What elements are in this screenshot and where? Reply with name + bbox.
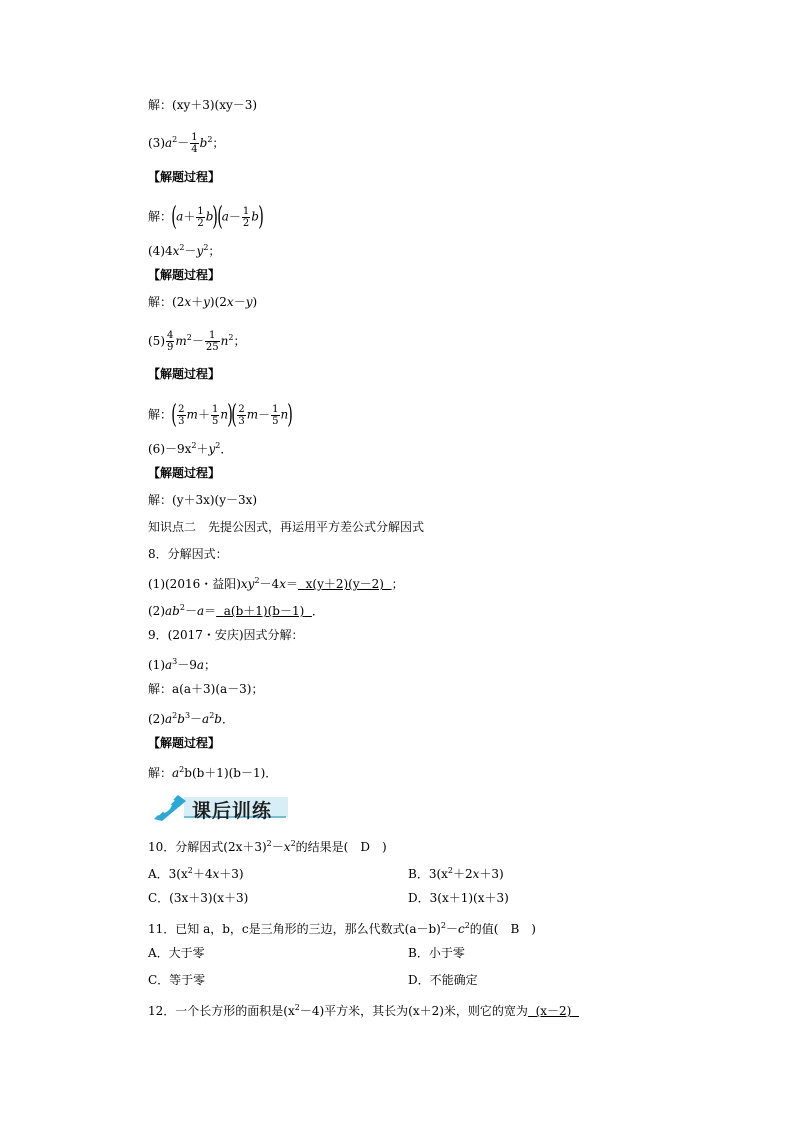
solution-9-1: 解：a(a＋3)(a－3)； — [148, 682, 264, 696]
question-9-title: 9．(2017・安庆)因式分解： — [148, 628, 304, 642]
solution-9-2: 解：$a^2b(b+1)(b-1)$． — [148, 765, 278, 780]
process-label-4: 【解题过程】 — [148, 268, 221, 282]
solution-5: 解：( $\frac{2}{3}$ m＋ $\frac{1}{5}$ n)( $\frac{2}{3}$ m－ $\frac{1}{5}$ n) — [148, 400, 294, 430]
question-10: 10．分解因式$(2x+3)^2-x^2$的结果是( D ) — [148, 839, 387, 854]
question-12: 12．一个长方形的面积是$(x^2-4)$平方米，其长为(x＋2)米，则它的宽为 (x－2) — [148, 1003, 572, 1018]
option-11-a: A．大于零 — [148, 946, 205, 960]
question-3: $(3)a^2-$ $\frac{1}{4}$ $b^2$； — [148, 132, 225, 155]
option-10-c: C．(3x＋3)(x＋3) — [148, 891, 249, 905]
option-10-a: A．$3(x^2+4x+3)$ — [148, 866, 244, 881]
question-9-2: $(2)a^2b^3-a^2b$． — [148, 711, 234, 726]
question-11: 11．已知 a，b，c是三角形的三边，那么代数式$(a-b)^2-c^2$的值( B ) — [148, 921, 536, 936]
process-label-9: 【解题过程】 — [148, 736, 221, 750]
solution-6: 解：(y＋3x)(y－3x) — [148, 493, 258, 507]
option-11-c: C．等于零 — [148, 973, 206, 987]
solution-line-1: 解：(xy＋3)(xy－3) — [148, 98, 258, 112]
section-banner — [148, 791, 288, 823]
feather-icon — [154, 795, 186, 821]
option-10-d: D．3(x＋1)(x＋3) — [408, 891, 509, 905]
question-9-1: $(1)a^3-9a$； — [148, 657, 217, 672]
solution-3: 解：(a＋ $\frac{1}{2}$ b)(a－ $\frac{1}{2}$ b) — [148, 202, 264, 232]
option-11-d: D．不能确定 — [408, 973, 478, 987]
knowledge-point-heading: 知识点二 先提公因式，再运用平方差公式分解因式 — [148, 520, 425, 534]
question-8-title: 8．分解因式： — [148, 547, 228, 561]
question-8-2: $(2)ab^2-a= a(b+1)(b-1)$ ． — [148, 603, 324, 618]
question-4: $(4)4x^2-y^2$； — [148, 243, 221, 258]
process-label-6: 【解题过程】 — [148, 466, 221, 480]
fraction: $\frac{1}{4}$ — [191, 132, 198, 155]
process-label-5: 【解题过程】 — [148, 367, 221, 381]
answer-11: B — [510, 922, 520, 936]
question-6: $(6)-9x^2+y^2$． — [148, 441, 233, 456]
question-5: (5) $\frac{4}{9}$ $m^2-$ $\frac{1}{25}$ $n^2$； — [148, 330, 246, 353]
answer-12: (x－2) — [535, 1004, 572, 1018]
option-10-b: B．$3(x^2+2x+3)$ — [408, 866, 504, 881]
process-label-3: 【解题过程】 — [148, 170, 221, 184]
solution-4: 解：(2x＋y)(2x－y) — [148, 295, 258, 309]
answer-10: D — [360, 840, 370, 854]
banner-title: 课后训练 — [192, 800, 273, 822]
answer-8-1: x(y＋2)(y－2) — [305, 577, 384, 591]
option-11-b: B．小于零 — [408, 946, 465, 960]
question-8-1: (1)(2016・益阳)$xy^2-4x= x(y+2)(y-2)$ ； — [148, 576, 404, 591]
answer-8-2: a(b＋1)(b－1) — [223, 604, 305, 618]
